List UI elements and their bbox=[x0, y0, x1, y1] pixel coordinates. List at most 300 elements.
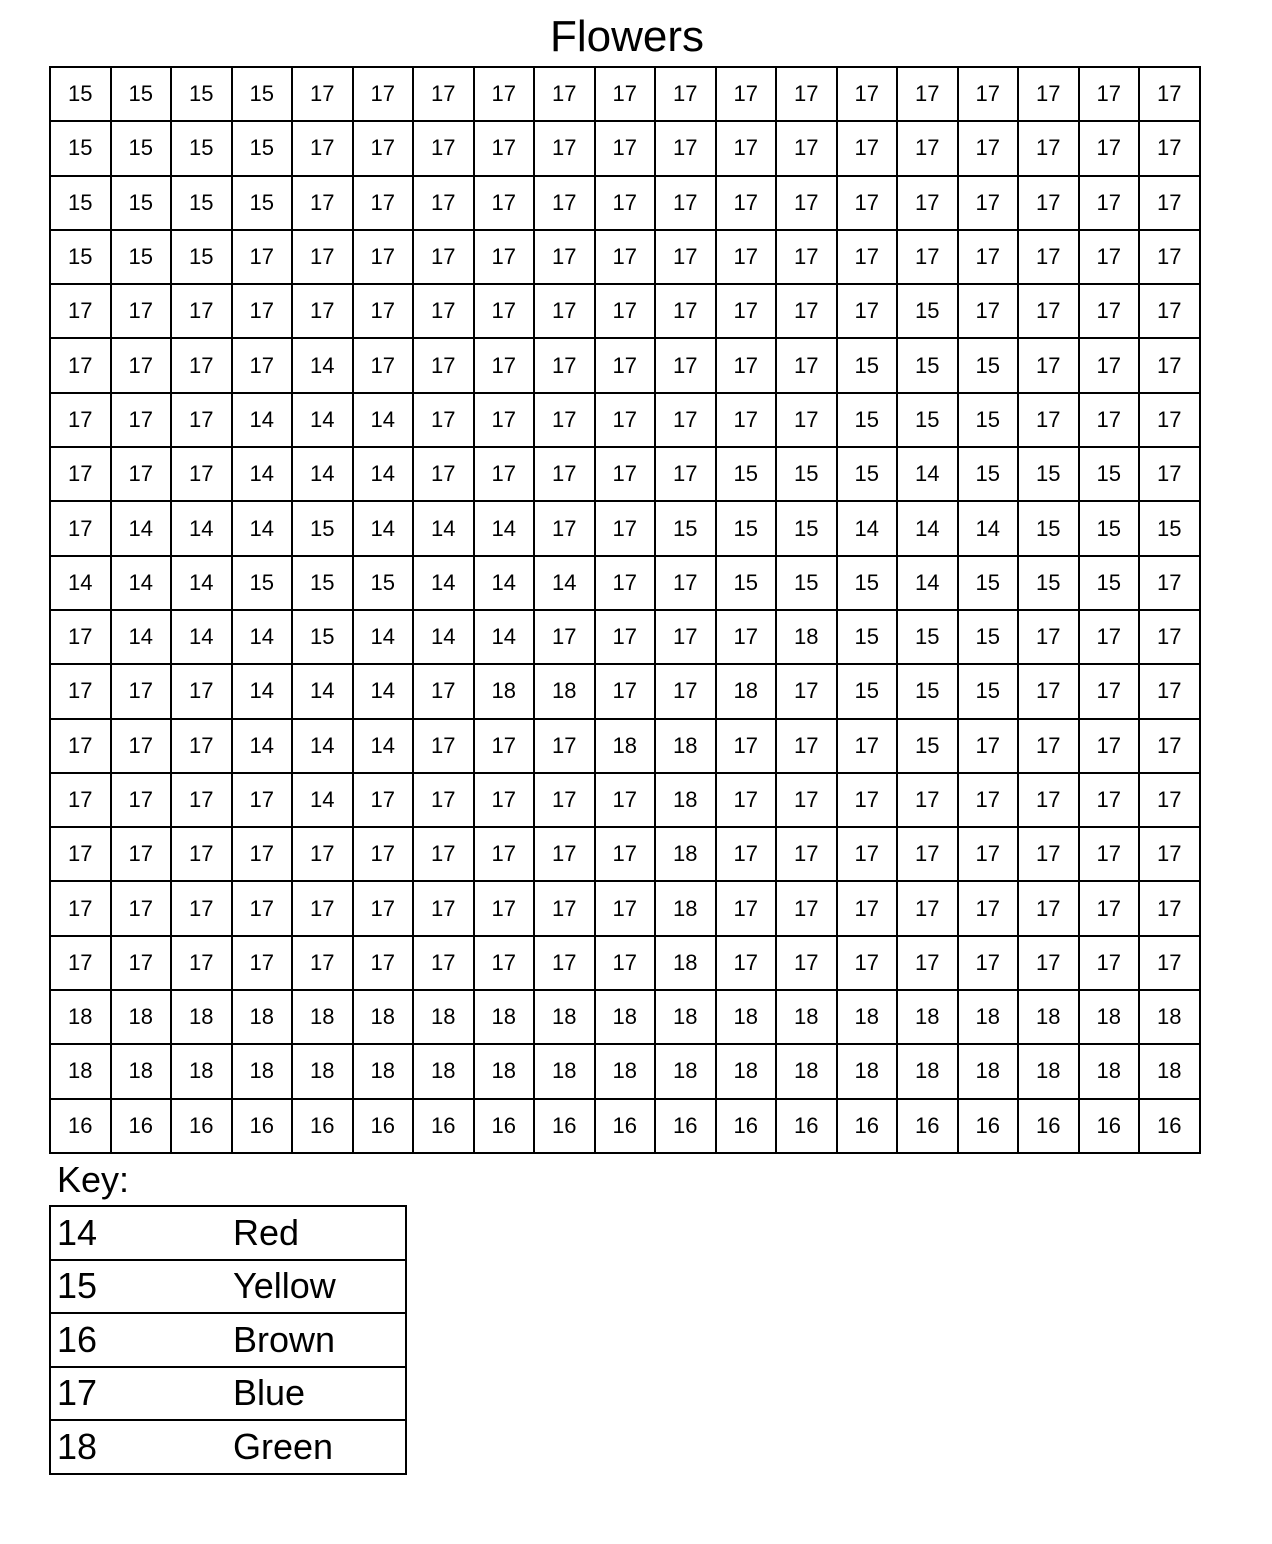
grid-cell: 17 bbox=[534, 881, 595, 935]
grid-cell: 17 bbox=[50, 664, 111, 718]
grid-cell: 17 bbox=[716, 67, 777, 121]
grid-row bbox=[50, 447, 1200, 501]
grid-cell: 17 bbox=[595, 556, 656, 610]
grid-cell: 17 bbox=[413, 447, 474, 501]
grid-cell: 17 bbox=[413, 230, 474, 284]
grid-cell: 15 bbox=[1079, 501, 1140, 555]
key-code: 17 bbox=[50, 1367, 233, 1421]
grid-cell: 15 bbox=[897, 610, 958, 664]
grid-cell: 15 bbox=[171, 176, 232, 230]
grid-cell: 15 bbox=[1018, 447, 1079, 501]
grid-cell: 17 bbox=[111, 773, 172, 827]
grid-cell: 15 bbox=[171, 67, 232, 121]
grid-cell: 17 bbox=[1139, 338, 1200, 392]
grid-cell: 17 bbox=[353, 936, 414, 990]
grid-cell: 18 bbox=[1018, 1044, 1079, 1098]
grid-cell: 17 bbox=[534, 67, 595, 121]
grid-row bbox=[50, 230, 1200, 284]
grid-cell: 17 bbox=[595, 338, 656, 392]
grid-cell: 17 bbox=[655, 121, 716, 175]
grid-row bbox=[50, 176, 1200, 230]
grid-cell: 17 bbox=[716, 393, 777, 447]
grid-cell: 17 bbox=[474, 338, 535, 392]
grid-cell: 17 bbox=[413, 338, 474, 392]
grid-cell: 17 bbox=[474, 121, 535, 175]
grid-cell: 15 bbox=[232, 67, 293, 121]
grid-cell: 14 bbox=[111, 610, 172, 664]
grid-cell: 17 bbox=[776, 67, 837, 121]
grid-cell: 17 bbox=[1079, 393, 1140, 447]
grid-cell: 15 bbox=[958, 556, 1019, 610]
grid-row bbox=[50, 1099, 1200, 1153]
grid-cell: 17 bbox=[1079, 719, 1140, 773]
grid-cell: 17 bbox=[655, 230, 716, 284]
grid-cell: 17 bbox=[534, 176, 595, 230]
grid-cell: 17 bbox=[1018, 284, 1079, 338]
grid-cell: 17 bbox=[353, 881, 414, 935]
grid-cell: 17 bbox=[958, 67, 1019, 121]
grid-cell: 17 bbox=[655, 338, 716, 392]
grid-cell: 15 bbox=[776, 501, 837, 555]
grid-cell: 14 bbox=[232, 447, 293, 501]
grid-cell: 16 bbox=[776, 1099, 837, 1153]
grid-cell: 17 bbox=[1079, 881, 1140, 935]
grid-cell: 18 bbox=[655, 881, 716, 935]
grid-cell: 17 bbox=[837, 719, 898, 773]
grid-cell: 17 bbox=[413, 67, 474, 121]
grid-cell: 17 bbox=[837, 936, 898, 990]
grid-cell: 17 bbox=[1018, 67, 1079, 121]
grid-cell: 17 bbox=[595, 447, 656, 501]
grid-cell: 17 bbox=[413, 664, 474, 718]
grid-cell: 17 bbox=[837, 881, 898, 935]
grid-cell: 17 bbox=[776, 719, 837, 773]
key-color: Yellow bbox=[233, 1260, 406, 1314]
grid-cell: 15 bbox=[897, 664, 958, 718]
grid-cell: 17 bbox=[897, 230, 958, 284]
grid-cell: 15 bbox=[897, 338, 958, 392]
grid-cell: 17 bbox=[474, 936, 535, 990]
grid-cell: 17 bbox=[413, 881, 474, 935]
grid-cell: 16 bbox=[171, 1099, 232, 1153]
grid-cell: 18 bbox=[837, 1044, 898, 1098]
grid-cell: 18 bbox=[655, 936, 716, 990]
grid-cell: 17 bbox=[595, 881, 656, 935]
grid-cell: 14 bbox=[111, 501, 172, 555]
grid-cell: 14 bbox=[292, 447, 353, 501]
grid-cell: 14 bbox=[837, 501, 898, 555]
grid-cell: 17 bbox=[413, 284, 474, 338]
key-color: Green bbox=[233, 1420, 406, 1474]
grid-cell: 17 bbox=[1139, 176, 1200, 230]
grid-cell: 17 bbox=[111, 881, 172, 935]
grid-cell: 17 bbox=[595, 230, 656, 284]
grid-cell: 18 bbox=[353, 1044, 414, 1098]
grid-cell: 14 bbox=[897, 501, 958, 555]
grid-cell: 16 bbox=[897, 1099, 958, 1153]
number-grid bbox=[49, 66, 1201, 1154]
grid-cell: 18 bbox=[776, 610, 837, 664]
grid-cell: 18 bbox=[171, 1044, 232, 1098]
grid-cell: 17 bbox=[595, 176, 656, 230]
grid-cell: 17 bbox=[837, 67, 898, 121]
grid-cell: 17 bbox=[716, 881, 777, 935]
grid-cell: 17 bbox=[534, 284, 595, 338]
grid-cell: 17 bbox=[1018, 773, 1079, 827]
grid-cell: 17 bbox=[413, 176, 474, 230]
grid-cell: 17 bbox=[1139, 827, 1200, 881]
grid-cell: 16 bbox=[232, 1099, 293, 1153]
key-row bbox=[50, 1206, 406, 1260]
grid-cell: 18 bbox=[655, 1044, 716, 1098]
grid-cell: 18 bbox=[474, 990, 535, 1044]
grid-cell: 17 bbox=[534, 827, 595, 881]
grid-cell: 15 bbox=[837, 556, 898, 610]
grid-cell: 17 bbox=[1139, 393, 1200, 447]
grid-cell: 18 bbox=[716, 664, 777, 718]
grid-cell: 17 bbox=[1139, 936, 1200, 990]
grid-cell: 17 bbox=[292, 284, 353, 338]
grid-cell: 14 bbox=[292, 393, 353, 447]
grid-cell: 15 bbox=[111, 67, 172, 121]
grid-cell: 14 bbox=[292, 664, 353, 718]
grid-cell: 17 bbox=[716, 610, 777, 664]
key-code: 16 bbox=[50, 1313, 233, 1367]
grid-cell: 18 bbox=[534, 990, 595, 1044]
grid-cell: 17 bbox=[1018, 393, 1079, 447]
grid-cell: 17 bbox=[292, 230, 353, 284]
grid-cell: 18 bbox=[958, 1044, 1019, 1098]
grid-cell: 17 bbox=[1018, 881, 1079, 935]
grid-cell: 17 bbox=[776, 230, 837, 284]
grid-cell: 18 bbox=[474, 664, 535, 718]
grid-cell: 17 bbox=[595, 610, 656, 664]
grid-row bbox=[50, 393, 1200, 447]
grid-cell: 17 bbox=[171, 881, 232, 935]
grid-cell: 17 bbox=[413, 827, 474, 881]
grid-cell: 17 bbox=[353, 230, 414, 284]
grid-cell: 14 bbox=[474, 610, 535, 664]
grid-cell: 15 bbox=[958, 447, 1019, 501]
grid-cell: 17 bbox=[716, 936, 777, 990]
grid-cell: 17 bbox=[1079, 230, 1140, 284]
grid-cell: 14 bbox=[353, 610, 414, 664]
grid-cell: 17 bbox=[1139, 664, 1200, 718]
grid-cell: 18 bbox=[837, 990, 898, 1044]
grid-cell: 18 bbox=[50, 990, 111, 1044]
grid-cell: 18 bbox=[595, 990, 656, 1044]
grid-row bbox=[50, 284, 1200, 338]
grid-cell: 15 bbox=[232, 556, 293, 610]
grid-cell: 17 bbox=[716, 719, 777, 773]
grid-cell: 17 bbox=[776, 176, 837, 230]
grid-cell: 17 bbox=[292, 121, 353, 175]
grid-cell: 17 bbox=[958, 176, 1019, 230]
grid-cell: 15 bbox=[958, 664, 1019, 718]
grid-cell: 17 bbox=[1139, 230, 1200, 284]
grid-cell: 17 bbox=[50, 610, 111, 664]
grid-cell: 17 bbox=[474, 176, 535, 230]
grid-cell: 17 bbox=[1139, 447, 1200, 501]
grid-cell: 17 bbox=[716, 176, 777, 230]
grid-cell: 15 bbox=[232, 121, 293, 175]
grid-cell: 17 bbox=[595, 284, 656, 338]
grid-cell: 17 bbox=[50, 393, 111, 447]
grid-cell: 17 bbox=[958, 719, 1019, 773]
grid-cell: 17 bbox=[232, 936, 293, 990]
grid-cell: 17 bbox=[111, 936, 172, 990]
grid-cell: 17 bbox=[837, 773, 898, 827]
grid-cell: 17 bbox=[171, 827, 232, 881]
grid-cell: 17 bbox=[353, 176, 414, 230]
grid-cell: 17 bbox=[474, 881, 535, 935]
grid-cell: 17 bbox=[837, 176, 898, 230]
key-color: Red bbox=[233, 1206, 406, 1260]
grid-cell: 18 bbox=[50, 1044, 111, 1098]
grid-row bbox=[50, 719, 1200, 773]
grid-cell: 17 bbox=[595, 936, 656, 990]
grid-cell: 17 bbox=[1079, 338, 1140, 392]
grid-cell: 14 bbox=[171, 501, 232, 555]
grid-cell: 15 bbox=[837, 447, 898, 501]
grid-cell: 15 bbox=[1079, 447, 1140, 501]
key-row bbox=[50, 1367, 406, 1421]
grid-row bbox=[50, 1044, 1200, 1098]
grid-cell: 18 bbox=[595, 719, 656, 773]
grid-cell: 16 bbox=[837, 1099, 898, 1153]
grid-cell: 18 bbox=[111, 990, 172, 1044]
grid-cell: 16 bbox=[50, 1099, 111, 1153]
grid-cell: 15 bbox=[776, 556, 837, 610]
grid-cell: 15 bbox=[716, 447, 777, 501]
grid-cell: 17 bbox=[50, 447, 111, 501]
grid-cell: 16 bbox=[353, 1099, 414, 1153]
key-label: Key: bbox=[57, 1159, 130, 1200]
grid-cell: 17 bbox=[897, 67, 958, 121]
grid-cell: 17 bbox=[474, 230, 535, 284]
grid-cell: 17 bbox=[1079, 610, 1140, 664]
grid-cell: 17 bbox=[837, 284, 898, 338]
grid-cell: 17 bbox=[716, 121, 777, 175]
grid-cell: 14 bbox=[413, 556, 474, 610]
grid-cell: 17 bbox=[1079, 664, 1140, 718]
grid-cell: 17 bbox=[897, 881, 958, 935]
grid-row bbox=[50, 610, 1200, 664]
grid-cell: 17 bbox=[353, 773, 414, 827]
grid-cell: 16 bbox=[1139, 1099, 1200, 1153]
grid-cell: 15 bbox=[897, 719, 958, 773]
grid-cell: 17 bbox=[897, 936, 958, 990]
grid-cell: 15 bbox=[50, 230, 111, 284]
grid-cell: 17 bbox=[897, 773, 958, 827]
grid-cell: 18 bbox=[897, 1044, 958, 1098]
grid-cell: 17 bbox=[353, 827, 414, 881]
grid-cell: 18 bbox=[655, 827, 716, 881]
grid-cell: 17 bbox=[776, 393, 837, 447]
grid-cell: 17 bbox=[413, 121, 474, 175]
grid-cell: 17 bbox=[171, 393, 232, 447]
grid-cell: 18 bbox=[1139, 1044, 1200, 1098]
grid-cell: 17 bbox=[292, 176, 353, 230]
grid-cell: 17 bbox=[655, 284, 716, 338]
grid-cell: 17 bbox=[1018, 338, 1079, 392]
grid-cell: 17 bbox=[232, 338, 293, 392]
grid-cell: 17 bbox=[232, 827, 293, 881]
grid-cell: 17 bbox=[776, 284, 837, 338]
grid-cell: 17 bbox=[776, 121, 837, 175]
grid-cell: 18 bbox=[897, 990, 958, 1044]
grid-cell: 18 bbox=[534, 1044, 595, 1098]
grid-cell: 17 bbox=[292, 936, 353, 990]
grid-cell: 17 bbox=[111, 447, 172, 501]
grid-cell: 17 bbox=[1079, 67, 1140, 121]
grid-cell: 17 bbox=[353, 284, 414, 338]
grid-cell: 15 bbox=[716, 556, 777, 610]
grid-cell: 17 bbox=[655, 556, 716, 610]
color-key-table bbox=[49, 1205, 407, 1475]
grid-cell: 16 bbox=[413, 1099, 474, 1153]
grid-row bbox=[50, 67, 1200, 121]
grid-cell: 16 bbox=[958, 1099, 1019, 1153]
key-color: Blue bbox=[233, 1367, 406, 1421]
grid-cell: 17 bbox=[474, 447, 535, 501]
grid-cell: 18 bbox=[292, 1044, 353, 1098]
grid-cell: 15 bbox=[897, 393, 958, 447]
grid-cell: 17 bbox=[292, 67, 353, 121]
grid-cell: 17 bbox=[413, 773, 474, 827]
grid-cell: 17 bbox=[50, 827, 111, 881]
grid-cell: 17 bbox=[1079, 121, 1140, 175]
grid-cell: 18 bbox=[1018, 990, 1079, 1044]
grid-cell: 18 bbox=[655, 719, 716, 773]
grid-cell: 14 bbox=[232, 610, 293, 664]
grid-cell: 17 bbox=[474, 67, 535, 121]
grid-row bbox=[50, 936, 1200, 990]
grid-cell: 17 bbox=[1018, 719, 1079, 773]
grid-cell: 18 bbox=[1079, 1044, 1140, 1098]
grid-cell: 17 bbox=[1139, 556, 1200, 610]
grid-cell: 16 bbox=[716, 1099, 777, 1153]
grid-cell: 17 bbox=[1139, 284, 1200, 338]
grid-cell: 17 bbox=[353, 67, 414, 121]
grid-cell: 17 bbox=[1018, 664, 1079, 718]
grid-cell: 17 bbox=[595, 773, 656, 827]
grid-cell: 17 bbox=[837, 121, 898, 175]
grid-cell: 15 bbox=[292, 556, 353, 610]
grid-cell: 17 bbox=[534, 447, 595, 501]
grid-cell: 17 bbox=[595, 67, 656, 121]
grid-cell: 17 bbox=[474, 719, 535, 773]
grid-cell: 14 bbox=[232, 664, 293, 718]
grid-cell: 17 bbox=[292, 827, 353, 881]
grid-cell: 15 bbox=[111, 176, 172, 230]
grid-cell: 17 bbox=[353, 338, 414, 392]
grid-cell: 17 bbox=[1079, 773, 1140, 827]
grid-cell: 17 bbox=[534, 719, 595, 773]
grid-cell: 15 bbox=[111, 230, 172, 284]
grid-cell: 17 bbox=[958, 936, 1019, 990]
grid-cell: 18 bbox=[534, 664, 595, 718]
grid-row bbox=[50, 501, 1200, 555]
grid-cell: 17 bbox=[50, 501, 111, 555]
grid-cell: 18 bbox=[595, 1044, 656, 1098]
grid-cell: 17 bbox=[1139, 881, 1200, 935]
grid-cell: 17 bbox=[111, 338, 172, 392]
grid-cell: 17 bbox=[50, 719, 111, 773]
key-code: 15 bbox=[50, 1260, 233, 1314]
grid-cell: 17 bbox=[776, 881, 837, 935]
grid-cell: 17 bbox=[958, 827, 1019, 881]
grid-cell: 18 bbox=[171, 990, 232, 1044]
grid-cell: 17 bbox=[1139, 67, 1200, 121]
key-code: 14 bbox=[50, 1206, 233, 1260]
grid-cell: 17 bbox=[50, 936, 111, 990]
grid-cell: 15 bbox=[958, 338, 1019, 392]
grid-cell: 15 bbox=[958, 610, 1019, 664]
grid-cell: 17 bbox=[413, 719, 474, 773]
grid-cell: 18 bbox=[353, 990, 414, 1044]
grid-cell: 14 bbox=[534, 556, 595, 610]
grid-cell: 15 bbox=[111, 121, 172, 175]
grid-cell: 17 bbox=[716, 773, 777, 827]
grid-cell: 14 bbox=[353, 664, 414, 718]
grid-cell: 18 bbox=[232, 1044, 293, 1098]
grid-cell: 17 bbox=[171, 773, 232, 827]
grid-cell: 17 bbox=[1018, 176, 1079, 230]
grid-cell: 17 bbox=[171, 664, 232, 718]
grid-cell: 14 bbox=[171, 556, 232, 610]
grid-cell: 17 bbox=[958, 121, 1019, 175]
grid-cell: 17 bbox=[232, 773, 293, 827]
grid-row bbox=[50, 338, 1200, 392]
grid-cell: 17 bbox=[474, 393, 535, 447]
grid-cell: 14 bbox=[413, 610, 474, 664]
grid-cell: 17 bbox=[534, 936, 595, 990]
grid-cell: 15 bbox=[1139, 501, 1200, 555]
grid-cell: 17 bbox=[655, 393, 716, 447]
grid-row bbox=[50, 773, 1200, 827]
grid-cell: 18 bbox=[655, 773, 716, 827]
grid-cell: 18 bbox=[776, 1044, 837, 1098]
grid-cell: 17 bbox=[716, 827, 777, 881]
grid-cell: 15 bbox=[171, 121, 232, 175]
grid-cell: 17 bbox=[897, 176, 958, 230]
grid-cell: 17 bbox=[1079, 936, 1140, 990]
grid-cell: 17 bbox=[534, 338, 595, 392]
grid-cell: 17 bbox=[50, 338, 111, 392]
grid-cell: 17 bbox=[534, 121, 595, 175]
grid-cell: 16 bbox=[655, 1099, 716, 1153]
grid-cell: 17 bbox=[534, 610, 595, 664]
grid-cell: 17 bbox=[111, 719, 172, 773]
key-code: 18 bbox=[50, 1420, 233, 1474]
grid-cell: 15 bbox=[897, 284, 958, 338]
grid-cell: 14 bbox=[292, 719, 353, 773]
grid-cell: 14 bbox=[292, 773, 353, 827]
grid-cell: 15 bbox=[1018, 501, 1079, 555]
grid-row bbox=[50, 664, 1200, 718]
grid-cell: 18 bbox=[1079, 990, 1140, 1044]
grid-cell: 17 bbox=[111, 664, 172, 718]
grid-cell: 18 bbox=[958, 990, 1019, 1044]
grid-cell: 17 bbox=[776, 773, 837, 827]
grid-row bbox=[50, 990, 1200, 1044]
grid-cell: 17 bbox=[655, 447, 716, 501]
grid-cell: 17 bbox=[1018, 121, 1079, 175]
grid-cell: 17 bbox=[716, 338, 777, 392]
grid-row bbox=[50, 881, 1200, 935]
grid-cell: 17 bbox=[716, 284, 777, 338]
